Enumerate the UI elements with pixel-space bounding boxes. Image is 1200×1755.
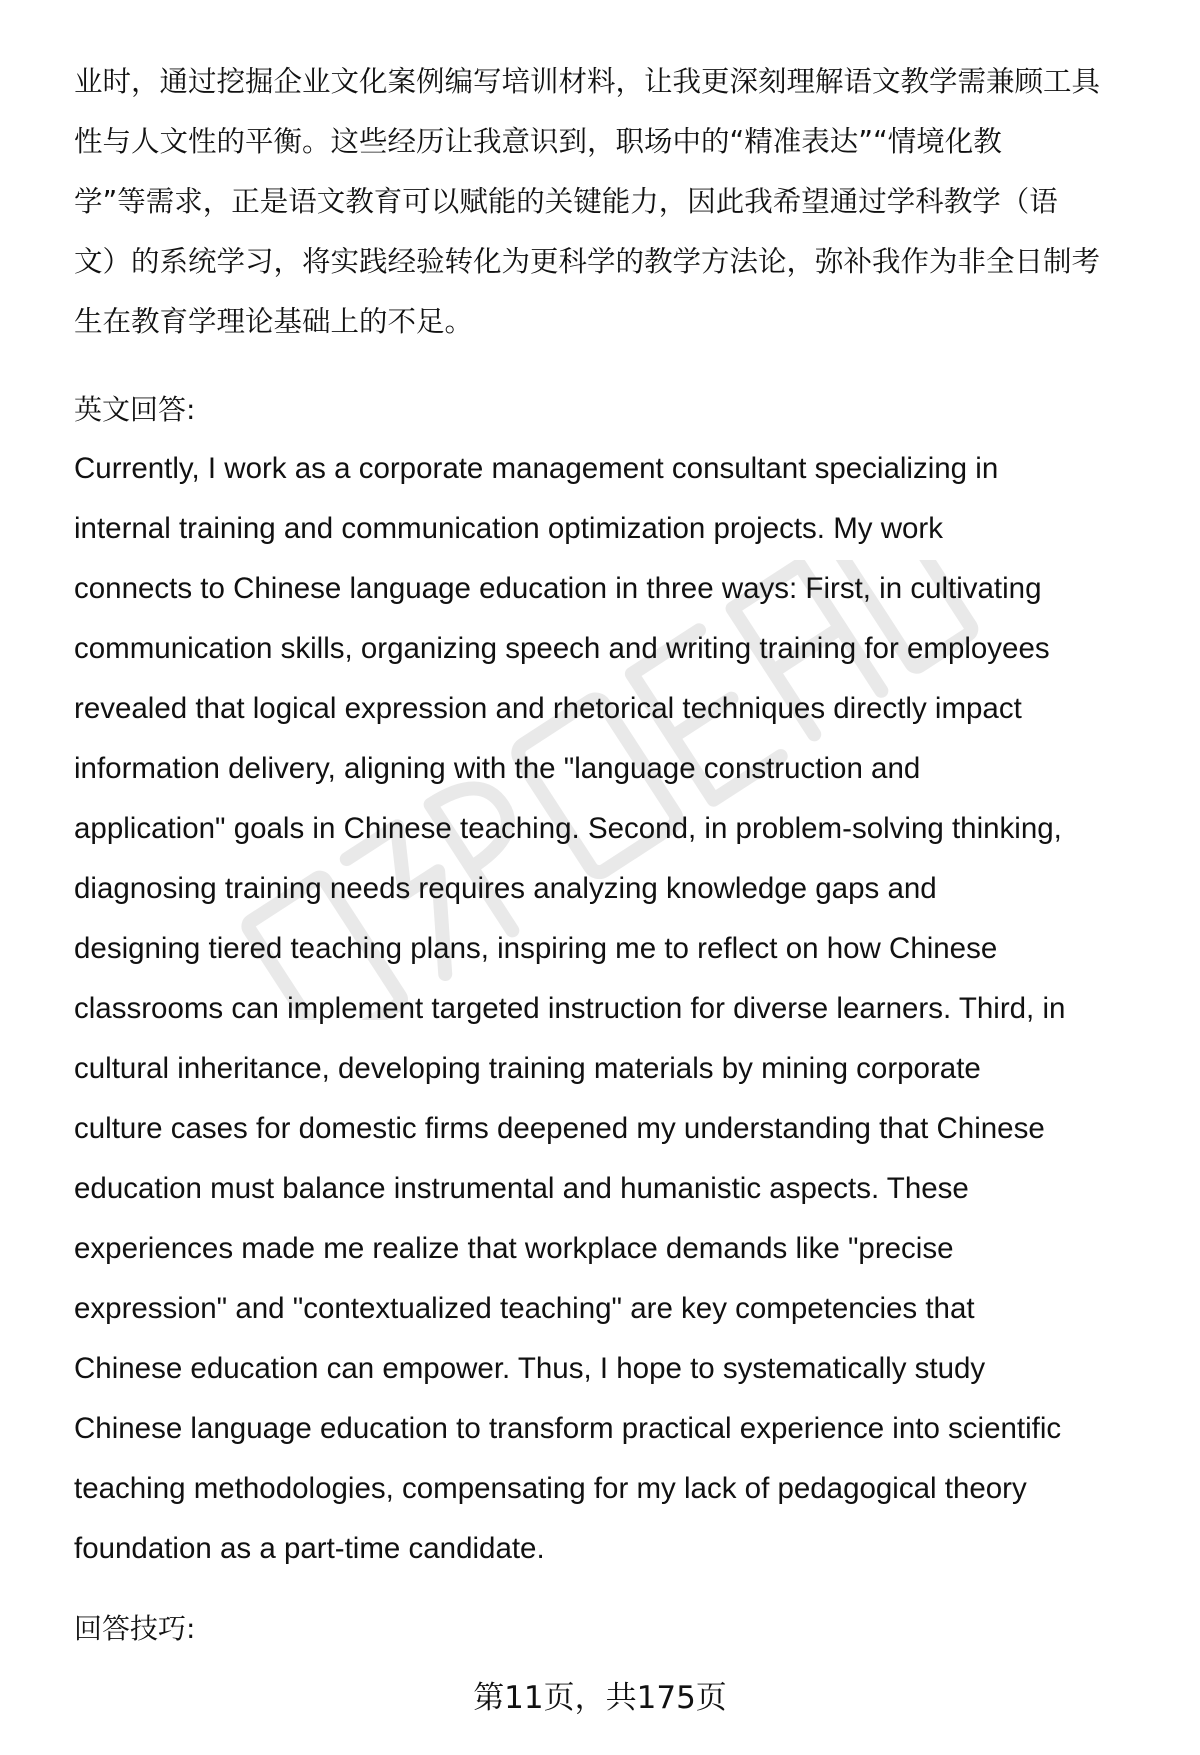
- page-number: 第11页，共175页: [473, 1680, 727, 1716]
- english-paragraph: Currently, I work as a corporate management consultant specializing in internal training and communication optimization projects. My work connects to Chinese language education in three ways: First, in cultivating communication skills, organizing speech and writing training for employees revealed that logical expression and rhetorical techniques directly impact information delivery, aligning with the "language construction and application" goals in Chinese teaching. Second, in problem-solving thinking, diagnosing training needs requires analyzing knowledge gaps and designing tiered teaching plans, inspiring me to reflect on how Chinese classrooms can implement targeted instruction for diverse learners. Third, in cultural inheritance, developing training materials by mining corporate culture cases for domestic firms deepened my understanding that Chinese education must balance instrumental and humanistic aspects. These experiences made me realize that workplace demands like "precise expression" and "contextualized teaching" are key competencies that Chinese education can empower. Thus, I hope to systematically study Chinese language education to transform practical experience into scientific teaching methodologies, compensating for my lack of pedagogical theory foundation as a part-time candidate.: [74, 452, 1066, 1565]
- answer-tips-label: 回答技巧:: [74, 1612, 196, 1645]
- english-answer-label: 英文回答:: [74, 393, 196, 426]
- chinese-paragraph: 业时，通过挖掘企业文化案例编写培训材料，让我更深刻理解语文教学需兼顾工具 性与人文性的平衡。这些经历让我意识到，职场中的“精准表达”“情境化教 学”等需求，正是语文教育可以赋能的关键能力，因此我希望通过学科教学（语 文）的系统学习，将实践经验转化为更科学的教学方法论，弥补我作为非全日制考 生在教育学理论基础上的不足。: [74, 65, 1101, 338]
- document-body: [74, 52, 1164, 1649]
